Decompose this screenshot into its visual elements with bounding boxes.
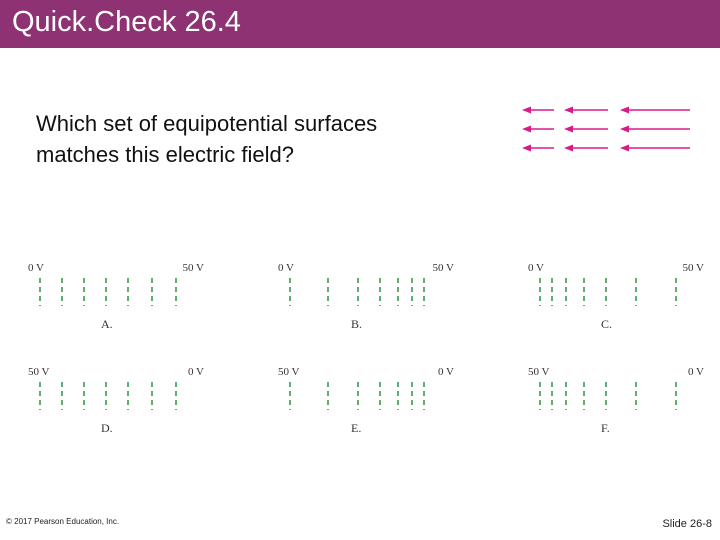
option-c-right-voltage: 50 V <box>682 262 704 274</box>
option-a-equipotential-lines <box>28 278 208 308</box>
field-arrow <box>522 145 554 152</box>
option-c-letter: C. <box>601 317 613 331</box>
option-c[interactable] <box>528 262 708 340</box>
option-e-letter: E. <box>351 421 362 435</box>
option-e-right-voltage: 0 V <box>438 366 454 378</box>
field-arrow <box>522 107 554 114</box>
option-e-left-voltage: 50 V <box>278 366 300 378</box>
option-f-left-voltage: 50 V <box>528 366 550 378</box>
option-b[interactable] <box>278 262 458 340</box>
option-d-equipotential-lines <box>28 382 208 412</box>
electric-field-diagram <box>512 100 694 158</box>
option-b-left-voltage: 0 V <box>278 262 294 274</box>
field-arrow <box>620 145 690 152</box>
option-a-letter: A. <box>101 317 113 331</box>
field-arrow <box>564 126 608 133</box>
option-d[interactable] <box>28 366 208 444</box>
option-d-right-voltage: 0 V <box>188 366 204 378</box>
field-arrow <box>620 126 690 133</box>
slide-title: Quick.Check 26.4 <box>12 6 241 38</box>
question-line-2: matches this electric field? <box>36 142 294 167</box>
option-b-equipotential-lines <box>278 278 458 308</box>
option-d-letter: D. <box>101 421 113 435</box>
field-arrow <box>620 107 690 114</box>
option-d-left-voltage: 50 V <box>28 366 50 378</box>
title-bar <box>0 0 720 48</box>
option-e-equipotential-lines <box>278 382 458 412</box>
option-c-equipotential-lines <box>528 278 708 308</box>
option-e[interactable] <box>278 366 458 444</box>
field-arrow <box>522 126 554 133</box>
field-arrow <box>564 145 608 152</box>
option-a-right-voltage: 50 V <box>182 262 204 274</box>
option-f-right-voltage: 0 V <box>688 366 704 378</box>
field-arrow <box>564 107 608 114</box>
option-b-right-voltage: 50 V <box>432 262 454 274</box>
option-f-letter: F. <box>601 421 610 435</box>
question-line-1: Which set of equipotential surfaces <box>36 111 378 136</box>
option-f-equipotential-lines <box>528 382 708 412</box>
option-a[interactable] <box>28 262 208 340</box>
option-a-left-voltage: 0 V <box>28 262 44 274</box>
option-f[interactable] <box>528 366 708 444</box>
question-text <box>36 108 377 170</box>
option-c-left-voltage: 0 V <box>528 262 544 274</box>
option-b-letter: B. <box>351 317 363 331</box>
copyright: © 2017 Pearson Education, Inc. <box>6 517 120 526</box>
slide-number: Slide 26-8 <box>662 518 712 530</box>
